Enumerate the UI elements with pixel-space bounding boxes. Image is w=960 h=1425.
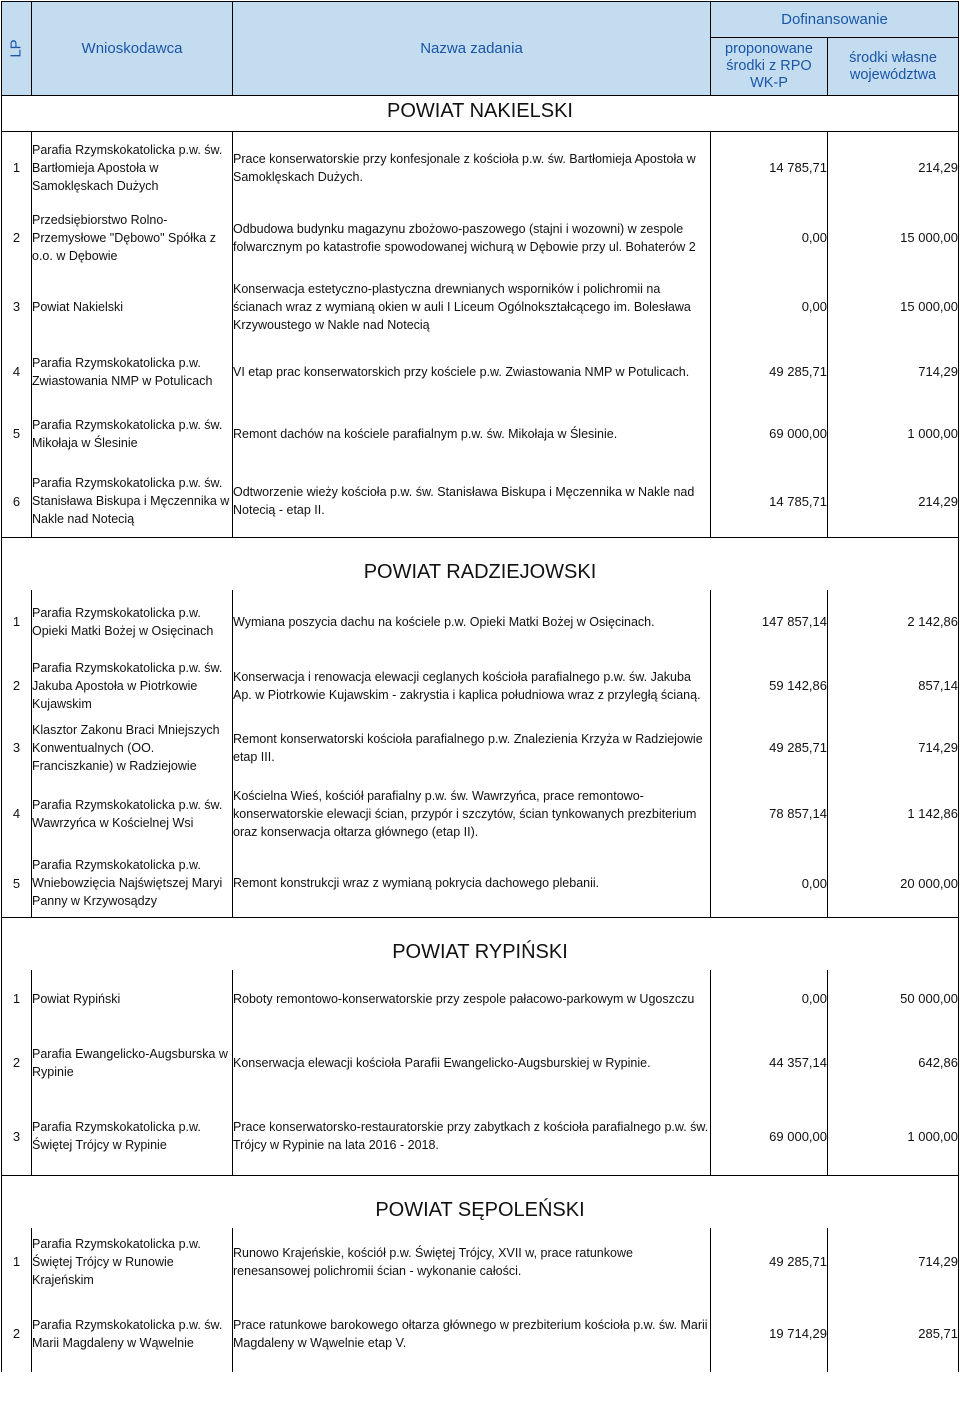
row-task: Odtworzenie wieży kościoła p.w. św. Stanisława Biskupa i Męczennika w Nakle nad Notecią - etap II. [233, 466, 711, 538]
cofinancing-header: Dofinansowanie [711, 2, 959, 38]
row-task: Konserwacja elewacji kościoła Parafii Ewangelicko-Augsburskiej w Rypinie. [233, 1028, 711, 1098]
own-funds-header: środki własne województwa [828, 38, 959, 96]
funding-table [1, 1, 959, 1372]
table-row [2, 1028, 959, 1098]
row-applicant: Parafia Rzymskokatolicka p.w. Opieki Matki Bożej w Osięcinach [32, 590, 233, 654]
row-applicant: Parafia Rzymskokatolicka p.w. Wniebowzięcia Najświętszej Maryi Panny w Krzywosądzy [32, 850, 233, 918]
table-row [2, 1098, 959, 1176]
row-lp: 4 [2, 342, 32, 402]
row-own-amount: 714,29 [828, 342, 959, 402]
table-row [2, 850, 959, 918]
row-lp: 6 [2, 466, 32, 538]
table-row [2, 132, 959, 204]
row-own-amount: 2 142,86 [828, 590, 959, 654]
row-task: VI etap prac konserwatorskich przy kościele p.w. Zwiastowania NMP w Potulicach. [233, 342, 711, 402]
row-own-amount: 1 000,00 [828, 402, 959, 466]
row-own-amount: 214,29 [828, 132, 959, 204]
row-own-amount: 1 000,00 [828, 1098, 959, 1176]
row-rpo-amount: 69 000,00 [711, 402, 828, 466]
row-lp: 3 [2, 718, 32, 778]
row-own-amount: 285,71 [828, 1296, 959, 1372]
table-row [2, 590, 959, 654]
row-rpo-amount: 19 714,29 [711, 1296, 828, 1372]
row-applicant: Przedsiębiorstwo Rolno-Przemysłowe "Dębowo" Spółka z o.o. w Dębowie [32, 204, 233, 272]
table-row [2, 1228, 959, 1296]
row-task: Konserwacja i renowacja elewacji ceglanych kościoła parafialnego p.w. św. Jakuba Ap. w Piotrkowie Kujawskim - zakrystia i kaplica południowa wraz z przyległą ścianą. [233, 654, 711, 718]
row-rpo-amount: 59 142,86 [711, 654, 828, 718]
row-rpo-amount: 14 785,71 [711, 466, 828, 538]
row-task: Remont konstrukcji wraz z wymianą pokrycia dachowego plebanii. [233, 850, 711, 918]
row-rpo-amount: 0,00 [711, 970, 828, 1028]
row-lp: 1 [2, 970, 32, 1028]
row-own-amount: 20 000,00 [828, 850, 959, 918]
row-rpo-amount: 44 357,14 [711, 1028, 828, 1098]
row-lp: 3 [2, 1098, 32, 1176]
row-applicant: Powiat Rypiński [32, 970, 233, 1028]
row-task: Prace konserwatorskie przy konfesjonale z kościoła p.w. św. Bartłomieja Apostoła w Samoklęskach Dużych. [233, 132, 711, 204]
row-applicant: Powiat Nakielski [32, 272, 233, 342]
row-rpo-amount: 49 285,71 [711, 1228, 828, 1296]
row-lp: 5 [2, 402, 32, 466]
row-lp: 3 [2, 272, 32, 342]
table-row [2, 1296, 959, 1372]
row-applicant: Parafia Ewangelicko-Augsburska w Rypinie [32, 1028, 233, 1098]
row-own-amount: 50 000,00 [828, 970, 959, 1028]
table-row [2, 204, 959, 272]
section-title: POWIAT RYPIŃSKI [2, 918, 959, 970]
row-rpo-amount: 14 785,71 [711, 132, 828, 204]
row-own-amount: 15 000,00 [828, 204, 959, 272]
row-lp: 1 [2, 132, 32, 204]
row-rpo-amount: 147 857,14 [711, 590, 828, 654]
row-own-amount: 857,14 [828, 654, 959, 718]
row-applicant: Klasztor Zakonu Braci Mniejszych Konwentualnych (OO. Franciszkanie) w Radziejowie [32, 718, 233, 778]
table-row [2, 778, 959, 850]
section-title: POWIAT SĘPOLEŃSKI [2, 1176, 959, 1228]
table-row [2, 342, 959, 402]
row-rpo-amount: 0,00 [711, 204, 828, 272]
row-own-amount: 1 142,86 [828, 778, 959, 850]
row-task: Remont konserwatorski kościoła parafialnego p.w. Znalezienia Krzyża w Radziejowie etap III. [233, 718, 711, 778]
section-title: POWIAT NAKIELSKI [2, 96, 959, 132]
row-applicant: Parafia Rzymskokatolicka p.w. św. Mikołaja w Ślesinie [32, 402, 233, 466]
table-row [2, 272, 959, 342]
row-lp: 2 [2, 654, 32, 718]
table-row [2, 402, 959, 466]
row-lp: 4 [2, 778, 32, 850]
row-own-amount: 214,29 [828, 466, 959, 538]
section-title: POWIAT RADZIEJOWSKI [2, 538, 959, 590]
rpo-header: proponowane środki z RPO WK-P [711, 38, 828, 96]
row-task: Runowo Krajeńskie, kościół p.w. Świętej Trójcy, XVII w, prace ratunkowe renesansowej polichromii ścian - wykonanie całości. [233, 1228, 711, 1296]
table-body [2, 96, 959, 1372]
row-applicant: Parafia Rzymskokatolicka p.w. Zwiastowania NMP w Potulicach [32, 342, 233, 402]
row-rpo-amount: 0,00 [711, 850, 828, 918]
row-applicant: Parafia Rzymskokatolicka p.w. Świętej Trójcy w Runowie Krajeńskim [32, 1228, 233, 1296]
row-own-amount: 714,29 [828, 1228, 959, 1296]
row-task: Wymiana poszycia dachu na kościele p.w. Opieki Matki Bożej w Osięcinach. [233, 590, 711, 654]
table-row [2, 970, 959, 1028]
row-own-amount: 714,29 [828, 718, 959, 778]
row-lp: 2 [2, 1296, 32, 1372]
task-header: Nazwa zadania [233, 2, 711, 96]
row-task: Odbudowa budynku magazynu zbożowo-paszowego (stajni i wozowni) w zespole folwarcznym po katastrofie spowodowanej wichurą w Dębowie przy ul. Bohaterów 2 [233, 204, 711, 272]
row-applicant: Parafia Rzymskokatolicka p.w. św. Stanisława Biskupa i Męczennika w Nakle nad Notecią [32, 466, 233, 538]
row-rpo-amount: 0,00 [711, 272, 828, 342]
row-rpo-amount: 49 285,71 [711, 342, 828, 402]
row-applicant: Parafia Rzymskokatolicka p.w. św. Wawrzyńca w Kościelnej Wsi [32, 778, 233, 850]
row-lp: 5 [2, 850, 32, 918]
row-applicant: Parafia Rzymskokatolicka p.w. św. Marii Magdaleny w Wąwelnie [32, 1296, 233, 1372]
row-lp: 1 [2, 590, 32, 654]
row-task: Prace konserwatorsko-restauratorskie przy zabytkach z kościoła parafialnego p.w. św. Trójcy w Rypinie na lata 2016 - 2018. [233, 1098, 711, 1176]
row-applicant: Parafia Rzymskokatolicka p.w. Świętej Trójcy w Rypinie [32, 1098, 233, 1176]
row-rpo-amount: 69 000,00 [711, 1098, 828, 1176]
row-applicant: Parafia Rzymskokatolicka p.w. św. Bartłomieja Apostoła w Samoklęskach Dużych [32, 132, 233, 204]
applicant-header: Wnioskodawca [32, 2, 233, 96]
lp-header: LP [2, 2, 32, 96]
table-row [2, 654, 959, 718]
row-rpo-amount: 49 285,71 [711, 718, 828, 778]
row-own-amount: 642,86 [828, 1028, 959, 1098]
row-lp: 2 [2, 1028, 32, 1098]
row-task: Remont dachów na kościele parafialnym p.w. św. Mikołaja w Ślesinie. [233, 402, 711, 466]
table-row [2, 718, 959, 778]
row-task: Kościelna Wieś, kościół parafialny p.w. św. Wawrzyńca, prace remontowo-konserwatorskie elewacji ścian, przypór i szczytów, ścian tynkowanych prezbiterium oraz konserwacja ołtarza głównego (etap II). [233, 778, 711, 850]
row-rpo-amount: 78 857,14 [711, 778, 828, 850]
row-task: Prace ratunkowe barokowego ołtarza głównego w prezbiterium kościoła p.w. św. Marii Magdaleny w Wąwelnie etap V. [233, 1296, 711, 1372]
row-own-amount: 15 000,00 [828, 272, 959, 342]
row-task: Konserwacja estetyczno-plastyczna drewnianych wsporników i polichromii na ścianach wraz z wymianą okien w auli I Liceum Ogólnokształcącego im. Bolesława Krzywoustego w Nakle nad Notecią [233, 272, 711, 342]
row-lp: 2 [2, 204, 32, 272]
row-lp: 1 [2, 1228, 32, 1296]
row-applicant: Parafia Rzymskokatolicka p.w. św. Jakuba Apostoła w Piotrkowie Kujawskim [32, 654, 233, 718]
table-row [2, 466, 959, 538]
row-task: Roboty remontowo-konserwatorskie przy zespole pałacowo-parkowym w Ugoszczu [233, 970, 711, 1028]
